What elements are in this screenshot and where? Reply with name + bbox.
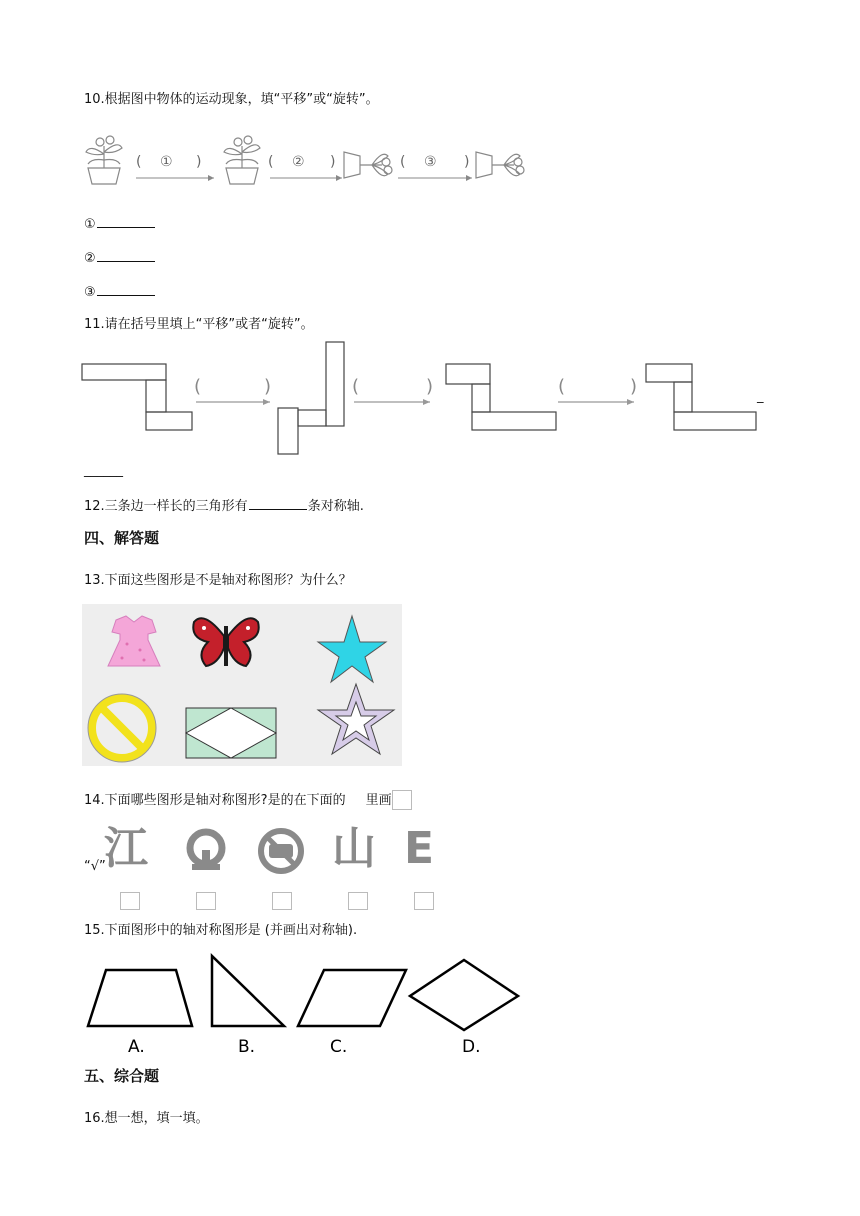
section-4-title: 四、解答题 — [84, 529, 160, 547]
q14-figures — [100, 822, 440, 880]
q14-char-jiang: 江 — [104, 823, 148, 874]
svg-text:(: ( — [194, 376, 202, 397]
q14-check-mark: “√” — [84, 859, 106, 874]
q10-answer-1[interactable]: ① — [84, 214, 155, 234]
rhombus-shape — [410, 960, 518, 1030]
q15-option-c: C. — [330, 1037, 348, 1057]
q14-checkbox-3[interactable] — [272, 892, 292, 910]
rectangle-rhombus-icon — [186, 708, 276, 758]
q10-answer-2[interactable]: ② — [84, 248, 155, 268]
svg-text:(: ( — [352, 376, 360, 397]
q16-prompt: 16.想一想，填一填。 — [84, 1111, 209, 1126]
q14-checkbox-5[interactable] — [414, 892, 434, 910]
svg-text:): ) — [330, 154, 336, 170]
q12-blank[interactable] — [249, 496, 307, 510]
q10-prompt: 10.根据图中物体的运动现象，填“平移”或“旋转”。 — [84, 92, 379, 107]
dress-icon — [108, 616, 160, 666]
q10-label-2: ② — [292, 154, 305, 170]
q10-label-1: ① — [160, 154, 173, 170]
star-icon — [318, 616, 386, 682]
trapezoid-shape — [88, 970, 192, 1026]
svg-text:): ) — [630, 376, 638, 397]
svg-text:(: ( — [136, 154, 142, 170]
svg-text:(: ( — [558, 376, 566, 397]
svg-text:): ) — [464, 154, 470, 170]
q15-option-a: A. — [128, 1037, 145, 1057]
q14-prompt-checkbox-icon — [392, 790, 412, 810]
q10-diagram — [80, 134, 530, 190]
q14-char-shan: 山 — [332, 823, 376, 874]
svg-text:): ) — [426, 376, 434, 397]
svg-text:(: ( — [400, 154, 406, 170]
flowerpot-icon — [224, 136, 260, 184]
q13-figure-panel — [82, 604, 402, 766]
hollow-star-icon — [318, 684, 394, 754]
flowerpot-rotated-icon — [344, 152, 392, 178]
q12-prompt: 12.三条边一样长的三角形有 条对称轴. — [84, 496, 364, 516]
q11-tail-mark: _ — [757, 389, 764, 404]
q14-char-e: E — [404, 823, 435, 874]
railway-logo-icon — [182, 826, 230, 876]
q11-diagram — [78, 338, 778, 460]
prohibition-sign-icon — [88, 694, 156, 762]
q11-prompt: 11.请在括号里填上“平移”或者“旋转”。 — [84, 317, 314, 332]
q15-option-b: B. — [238, 1037, 256, 1057]
q14-prompt: 14.下面哪些图形是轴对称图形?是的在下面的 里画 — [84, 793, 392, 808]
butterfly-icon — [193, 618, 258, 666]
q15-option-d: D. — [462, 1037, 481, 1057]
right-triangle-shape — [212, 956, 284, 1026]
flowerpot-rotated-icon — [476, 152, 524, 178]
q10-label-3: ③ — [424, 154, 437, 170]
section-5-title: 五、综合题 — [84, 1067, 160, 1085]
svg-text:(: ( — [268, 154, 274, 170]
q15-shapes — [80, 948, 530, 1060]
q14-checkbox-4[interactable] — [348, 892, 368, 910]
q14-checkbox-1[interactable] — [120, 892, 140, 910]
flowerpot-icon — [86, 136, 122, 184]
q13-prompt: 13.下面这些图形是不是轴对称图形？为什么？ — [84, 573, 352, 588]
parallelogram-shape — [298, 970, 406, 1026]
q11-continued-blank[interactable]: ______ — [84, 463, 123, 478]
q15-prompt: 15.下面图形中的轴对称图形是 (并画出对称轴). — [84, 923, 358, 938]
q14-checkbox-2[interactable] — [196, 892, 216, 910]
no-vehicle-sign-icon — [256, 826, 306, 876]
svg-text:): ) — [264, 376, 272, 397]
svg-text:): ) — [196, 154, 202, 170]
q10-answer-3[interactable]: ③ — [84, 282, 155, 302]
